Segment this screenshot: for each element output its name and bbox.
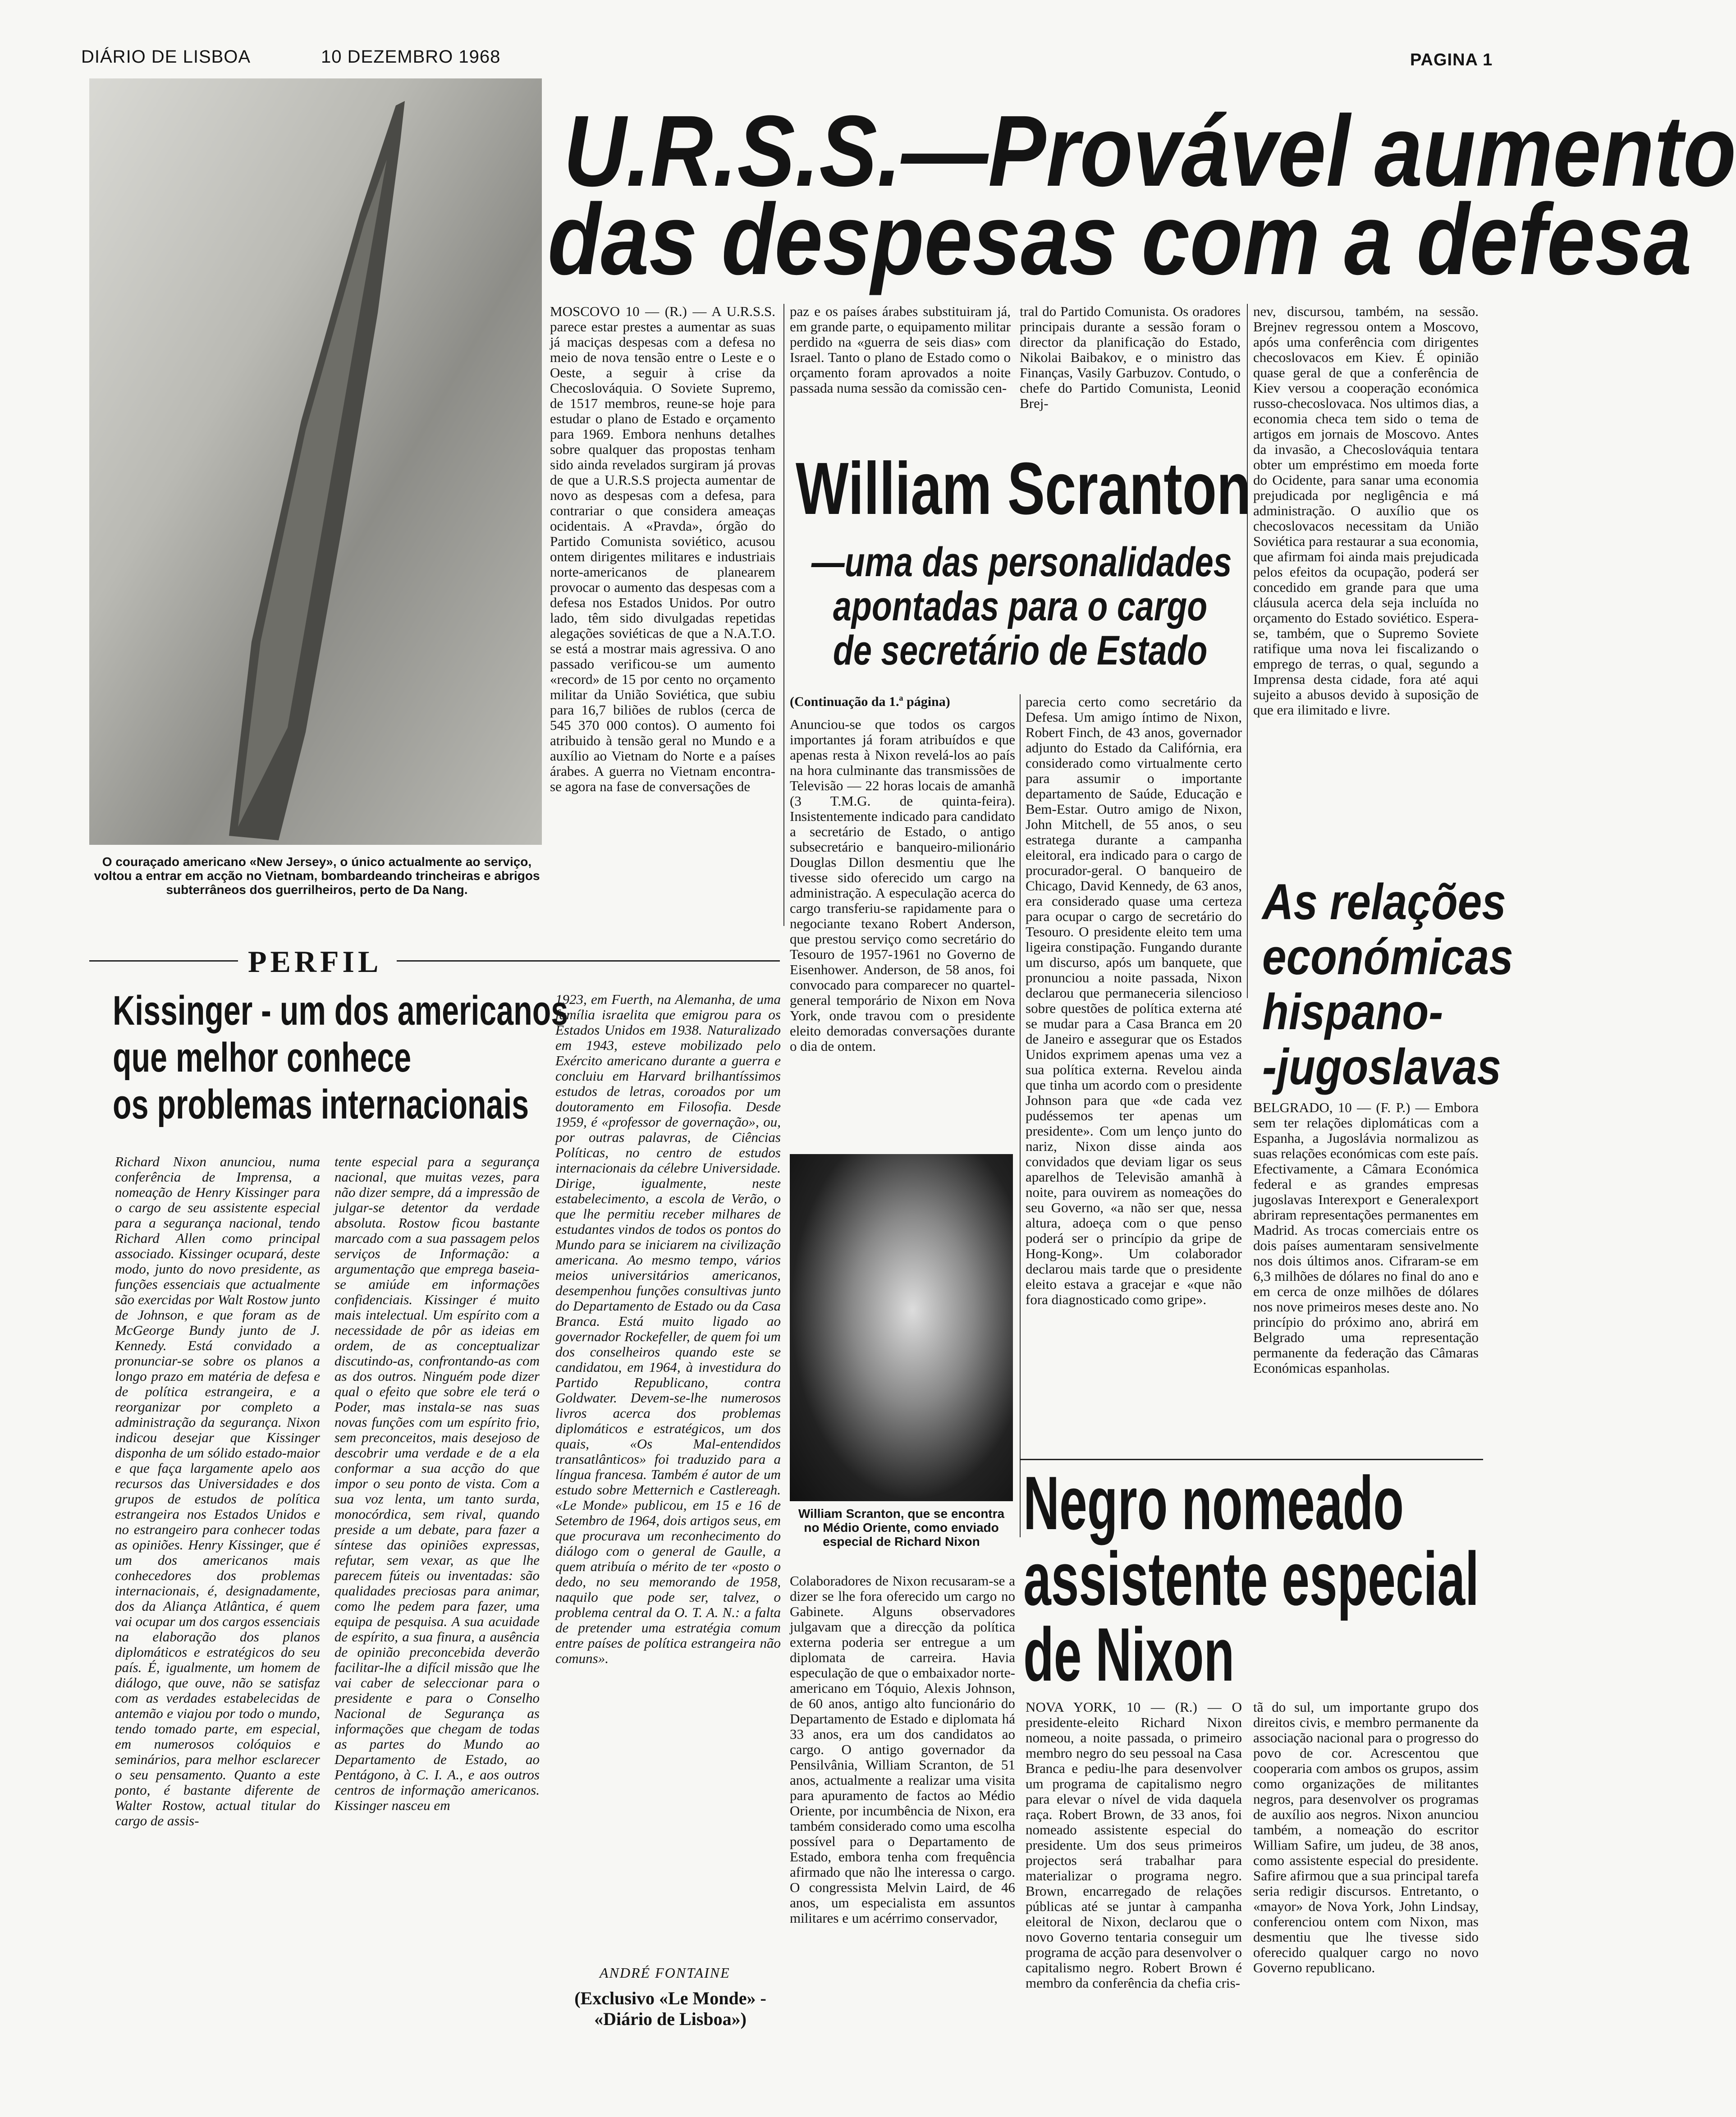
negro-headline-line3: de Nixon (1023, 1612, 1235, 1697)
scranton-column-1: Anunciou-se que todos os cargos importantes já foram atribuídos e que apenas resta à Nixon revelá-los ao país na hora culminante das transmissões de Televisão — 22 horas locais de amanhã (3 T.M.G. de quinta-feira). Insistentemente indicado para candidato a secretário de Estado, o antigo subsecretário e banqueiro-milionário Douglas Dillon desmentiu que lhe tivesse sido oferecido um cargo na administração. A especulação acerca do cargo transferiu-se rapidamente para o negociante texano Robert Anderson, que prestou serviço como secretário do Tesouro de 1957-1961 no Governo de Eisenhower. Anderson, de 58 anos, foi convocado para comparecer no quartel-general temporário de Nixon em Nova York, onde travou com o presidente eleito demoradas conversações durante o dia de ontem. (790, 716, 1015, 1054)
urss-column-2: paz e os países árabes substituiram já, em grande parte, o equipamento militar perdido na «guerra de seis dias» com Israel. Tanto o plano de Estado como o orçamento foram aprovados a noite passada numa sessão da comissão cen- (790, 303, 1011, 396)
negro-column-1: NOVA YORK, 10 — (R.) — O presidente-eleito Richard Nixon nomeou, a noite passada, o primeiro membro negro do seu pessoal na Casa Branca e pediu-lhe para desenvolver um programa de capitalismo negro para elevar o nível de vida daquela raça. Robert Brown, de 33 anos, foi nomeado assistente especial do presidente. Um dos seus primeiros projectos será trabalhar para materializar o programa negro. Brown, encarregado de relações públicas até se juntar à campanha eleitoral de Nixon, declarou que o novo Governo tentaria conseguir um programa de acção para desenvolver o capitalismo negro. Robert Brown é membro da conferência da chefia cris- (1026, 1699, 1242, 1991)
relacoes-headline-line2: económicas (1262, 929, 1513, 985)
perfil-headline (113, 987, 568, 1128)
relacoes-headline (1262, 875, 1513, 1095)
urss-column-1: MOSCOVO 10 — (R.) — A U.R.S.S. parece estar prestes a aumentar as suas já maciças despesas com a defesa no meio de nova tensão entre o Leste e o Oeste, a seguir à crise da Checoslováquia. O Soviete Supremo, de 1517 membros, reune-se hoje para estudar o plano de Estado e orçamento para 1969. Embora nenhuns detalhes sobre qualquer das propostas tenham sido ainda revelados surgiram já provas de que a U.R.S.S projecta aumentar de novo as despesas com a defesa, para contrariar o que considera ameaças ocidentais. A «Pravda», órgão do Partido Comunista soviético, acusou ontem dirigentes militares e industriais norte-americanos de planearem provocar o aumento das despesas com a defesa nos Estados Unidos. Por outro lado, têm sido divulgadas repetidas alegações soviéticas de que a N.A.T.O. se está a mostrar mais agressiva. O ano passado verificou-se um aumento «record» de 15 por cento no orçamento militar da União Soviética, que subiu para 16,7 biliões de rublos (cerca de 545 370 000 contos). O aumento foi atribuido à tensão geral no Mundo e a auxílio ao Vietnam do Norte e a países árabes. A guerra no Vietnam encontra-se agora na fase de conversações de (550, 303, 775, 794)
scranton-photo-caption: William Scranton, que se encontra no Médio Oriente, como enviado especial de Richard Nixon (798, 1507, 1005, 1549)
scranton-column-2: parecia certo como secretário da Defesa. Um amigo íntimo de Nixon, Robert Finch, de 43 anos, governador adjunto do Estado da Califórnia, era considerado como virtualmente certo para assumir o importante departamento de Saúde, Educação e Bem-Estar. Outro amigo de Nixon, John Mitchell, de 55 anos, o seu estratega durante a campanha eleitoral, era indicado para o cargo de procurador-geral. O banqueiro de Chicago, David Kennedy, de 63 anos, era considerado quase uma certeza para ocupar o cargo de secretário do Tesouro. O presidente eleito tem uma ligeira constipação. Fungando durante um discurso, após um banquete, que pronunciou a noite passada, Nixon declarou que permaneceria silencioso sobre questões de política externa até se mudar para a Casa Branca em 20 de Janeiro e assegurar que os Estados Unidos exprimem apenas uma vez a sua política externa. Revelou ainda que tinha um acordo com o presidente Johnson para que «de cada vez pudéssemos ter apenas um presidente». Com um lenço junto do nariz, Nixon disse ainda aos convidados que deviam ligar os seus aparelhos de Televisão amanhã à noite, para ouvirem as nomeações do seu Governo, «a não ser que, nessa altura, adoeça com o que penso poderá ser o princípio da gripe de Hong-Kong». Um colaborador declarou mais tarde que o presidente eleito estava a gracejar e «que não fora diagnosticado como gripe». (1026, 694, 1242, 1307)
perfil-headline-line2: que melhor conhece (113, 1035, 412, 1081)
section-rule (89, 960, 238, 962)
negro-headline-line1: Negro nomeado (1023, 1461, 1404, 1545)
scranton-subtitle-line1: —uma das personalidades (811, 539, 1232, 585)
section-rule (397, 960, 780, 962)
relacoes-headline-line4: -jugoslavas (1262, 1039, 1501, 1095)
column-rule (1020, 694, 1021, 1537)
scranton-column-3: Colaboradores de Nixon recusaram-se a dizer se lhe fora oferecido um cargo no Gabinete. Alguns observadores julgavam que a direcção da política externa poderia ser entregue a um diplomata de carreira. Havia especulação de que o embaixador norte-americano em Tóquio, Alexis Johnson, de 60 anos, antigo alto funcionário do Departamento de Estado e diplomata há 33 anos, era um dos candidatos ao cargo. O antigo governador da Pensilvânia, William Scranton, de 51 anos, actualmente a realizar uma visita para apuramento de factos ao Médio Oriente, por incumbência de Nixon, era também considerado como uma escolha possível para o Departamento de Estado, embora tenha com frequência afirmado que não lhe interessa o cargo. O congressista Melvin Laird, de 46 anos, um especialista em assuntos militares e um acérrimo conservador, (790, 1573, 1015, 1926)
scranton-subtitle-line3: de secretário de Estado (833, 628, 1208, 674)
negro-column-2: tã do sul, um importante grupo dos direitos civis, e membro permanente da associação nacional para o progresso do povo de cor. Acrescentou que cooperaria com ambos os grupos, assim como organizações de militantes negros, para desenvolver os programas de auxílio aos negros. Nixon anunciou também, a nomeação do escritor William Safire, um judeu, de 38 anos, como assistente especial do presidente. Safire afirmou que a sua principal tarefa seria redigir discursos. Entretanto, o «mayor» de Nova York, John Lindsay, conferenciou ontem com Nixon, mas desmentiu que lhe tivesse sido oferecido qualquer cargo no novo Governo republicano. (1253, 1699, 1479, 1975)
column-rule (1247, 304, 1248, 998)
urss-headline-line2: das despesas com a defesa (548, 183, 1692, 296)
relacoes-headline-line3: hispano- (1262, 984, 1443, 1040)
negro-headline-line2: assistente especial (1023, 1536, 1479, 1621)
section-rule (1020, 1459, 1483, 1460)
urss-headline-line1: U.R.S.S.—Provável aumento (563, 95, 1736, 207)
newspaper-name: DIÁRIO DE LISBOA (81, 47, 251, 67)
battleship-photo (89, 78, 542, 845)
scranton-headline: William Scranton (796, 447, 1251, 530)
column-rule (783, 304, 784, 926)
perfil-signature: ANDRÉ FONTAINE (600, 1965, 730, 1981)
negro-headline (1023, 1461, 1479, 1697)
perfil-label: PERFIL (248, 944, 382, 979)
perfil-headline-line3: os problemas internacionais (113, 1081, 529, 1127)
page-number: PAGINA 1 (1410, 50, 1493, 69)
relacoes-headline-line1: As relações (1262, 874, 1506, 930)
perfil-column-1: Richard Nixon anunciou, numa conferência de Imprensa, a nomeação de Henry Kissinger para o cargo de seu assistente especial para a segurança nacional, tendo Richard Allen como principal associado. Kissinger ocupará, deste modo, junto do novo presidente, as funções essenciais que actualmente são exercidas por Walt Rostow junto de Johnson, e que foram as de McGeorge Bundy junto de J. Kennedy. Está convidado a pronunciar-se sobre os planos a longo prazo em matéria de defesa e de política estrangeira, e a reorganizar por completo a administração da segurança. Nixon indicou desejar que Kissinger disponha de um sólido estado-maior e que faça largamente apelo aos recursos das Universidades e dos grupos de estudos de política estrangeira nos Estados Unidos e no estrangeiro para conhecer todas as opiniões. Henry Kissinger, que é um dos americanos mais conhecedores dos problemas internacionais, é, designadamente, dos da Aliança Atlântica, é quem vai ocupar um dos cargos essenciais na elaboração dos planos diplomáticos e estratégicos do seu país. É, igualmente, um homem de diálogo, que ouve, não se satisfaz com as verdades estabelecidas de antemão e viajou por todo o mundo, tendo tomado parte, em especial, em numerosos colóquios e seminários, para melhor esclarecer o seu pensamento. Quanto a este ponto, é bastante diferente de Walter Rostow, actual titular do cargo de assis- (115, 1154, 320, 1828)
perfil-column-2: tente especial para a segurança nacional, que muitas vezes, para não dizer sempre, dá a impressão de julgar-se detentor da verdade absoluta. Rostow ficou bastante marcado com a sua passagem pelos serviços de Informação: a argumentação que emprega baseia-se amiúde em informações confidenciais. Kissinger é muito mais intelectual. Um espírito com a necessidade de pôr as ideias em ordem, de as conceptualizar discutindo-as, confrontando-as com as dos outros. Ninguém pode dizer qual o efeito que sobre ele terá o Poder, mas instala-se nas suas novas funções com um espírito frio, sem preconceitos, mais desejoso de descobrir uma verdade e de a ela conformar a sua acção do que impor o seu ponto de vista. Com a sua voz lenta, um tanto surda, monocórdica, sem rival, quando preside a um debate, para fazer a síntese das opiniões expressas, refutar, sem vexar, as que lhe parecem fúteis ou inventadas: são qualidades preciosas para animar, como lhe pedem para fazer, uma equipa de pesquisa. A sua acuidade de espírito, a sua finura, a ausência de opinião preconcebida deverão facilitar-lhe a difícil missão que lhe vai caber de seleccionar para o presidente e para o Conselho Nacional de Segurança as informações que chegam de todas as partes do Mundo ao Departamento de Estado, ao Pentágono, à C. I. A., e aos outros centros de informação americanos. Kissinger nasceu em (334, 1154, 540, 1813)
urss-column-4: nev, discursou, também, na sessão. Brejnev regressou ontem a Moscovo, após uma conferência com dirigentes checoslovacos em Kiev. É opinião quase geral de que a conferência de Kiev versou a cooperação económica russo-checoslovaca. Nos ultimos dias, a economia checa tem sido o tema de artigos em jornais de Moscovo. Antes da invasão, a Checoslováquia tentara obter um empréstimo em moeda forte do Ocidente, para sanar uma economia prejudicada por negligência e má administração. O auxílio que os checoslovacos necessitam da União Soviética para restaurar a sua economia, que afirmam foi ainda mais prejudicada pelos efeitos da ocupação, poderá ser concedido em grande para que uma cláusula acerca dela seja incluída no orçamento do Estado soviético. Espera-se, também, que o Supremo Soviete ratifique uma nova lei fiscalizando o emprego de terras, o qual, segundo a Imprensa desta cidade, fora até aqui sujeito a abusos devido à suposição de que era ilimitado e livre. (1253, 303, 1479, 718)
ship-caption: O couraçado americano «New Jersey», o único actualmente ao serviço, voltou a entrar em acção no Vietnam, bombardeando trincheiras e abrigos subterrâneos dos guerrilheiros, perto de Da Nang. (94, 855, 540, 897)
perfil-headline-line1: Kissinger - um dos americanos (113, 988, 568, 1034)
scranton-subtitle-line2: apontadas para o cargo (833, 583, 1208, 629)
ship-silhouette-icon (89, 78, 542, 845)
continuation-note: (Continuação da 1.ª página) (790, 694, 950, 709)
issue-date: 10 DEZEMBRO 1968 (321, 47, 501, 67)
scranton-subtitle (811, 540, 1232, 673)
scranton-portrait (790, 1154, 1013, 1501)
perfil-column-3: 1923, em Fuerth, na Alemanha, de uma família israelita que emigrou para os Estados Unidos em 1938. Naturalizado em 1943, esteve mobilizado pelo Exército americano durante a guerra e concluiu em Harvard brilhantíssimos estudos de letras, coroados por um doutoramento em Filosofia. Desde 1959, é «professor de governação», ou, por outras palavras, de Ciências Políticas, no centro de estudos internacionais da célebre Universidade. Dirige, igualmente, neste estabelecimento, a escola de Verão, o que lhe permitiu receber milhares de estudantes vindos de todos os pontos do Mundo para se iniciarem na civilização americana. Ao mesmo tempo, vários meios universitários americanos, desempenhou funções consultivas junto do Departamento de Estado ou da Casa Branca. Está muito ligado ao governador Rockefeller, de quem foi um dos conselheiros quando este se candidatou, em 1964, à investidura do Partido Republicano, contra Goldwater. Devem-se-lhe numerosos livros acerca dos problemas diplomáticos e estratégicos, um dos quais, «Os Mal-entendidos transatlânticos» foi traduzido para a língua francesa. Também é autor de um estudo sobre Metternich e Castlereagh. «Le Monde» publicou, em 15 e 16 de Setembro de 1964, dois artigos seus, em que procurava um reconhecimento do diálogo com o general de Gaulle, a quem atribuía o mérito de ter «posto o dedo, no seu memorando de 1958, naquilo que pode ser, talvez, o problema central da O. T. A. N.: a falta de pretender uma estratégia comum entre países de política estrangeira não comuns». (555, 991, 781, 1666)
relacoes-text: BELGRADO, 10 — (F. P.) — Embora sem ter relações diplomáticas com a Espanha, a Jugoslávia normalizou as suas relações económicas com este país. Efectivamente, a Câmara Económica federal e as grandes empresas jugoslavas Interexport e Generalexport abriram representações permanentes em Madrid. As trocas comerciais entre os dois países aumentaram sensivelmente nos dois últimos anos. Cifraram-se em 6,3 milhões de dólares no final do ano e em cerca de onze milhões de dólares nos nove primeiros meses deste ano. No princípio do próximo ano, abrirá em Belgrado uma representação permanente da federação das Câmaras Económicas espanholas. (1253, 1100, 1479, 1376)
perfil-source: (Exclusivo «Le Monde» - «Diário de Lisboa») (574, 1988, 766, 2029)
urss-column-3: tral do Partido Comunista. Os oradores principais durante a sessão foram o director da planificação do Estado, Nikolai Baibakov, e o ministro das Finanças, Vasily Garbuzov. Contudo, o chefe do Partido Comunista, Leonid Brej- (1020, 303, 1241, 411)
